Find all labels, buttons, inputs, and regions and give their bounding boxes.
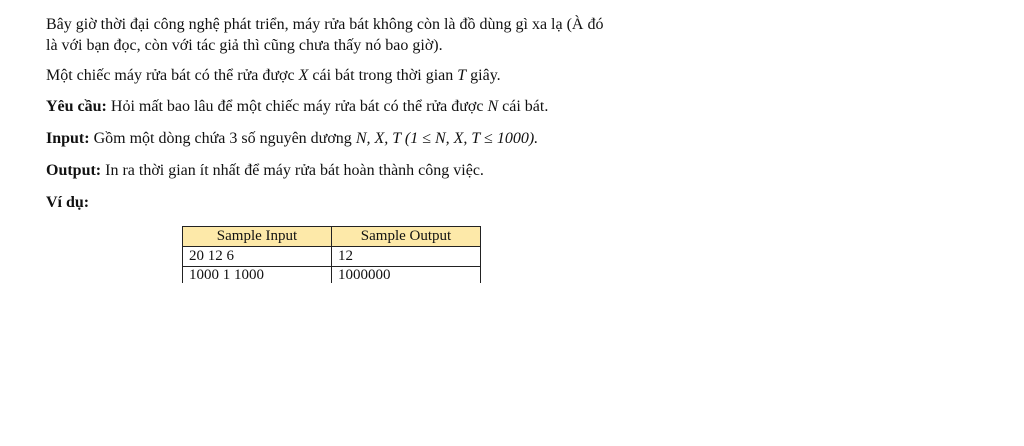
input-constraints: N, X, T (1 ≤ N, X, T ≤ 1000). bbox=[355, 130, 539, 147]
table-cell-input: 1000 1 1000 bbox=[183, 267, 332, 284]
table-row bbox=[183, 267, 481, 284]
var-x: X bbox=[298, 67, 309, 84]
table-cell-input: 20 12 6 bbox=[183, 247, 332, 267]
table-cell-output: 1000000 bbox=[332, 267, 481, 284]
problem-statement bbox=[46, 14, 686, 224]
requirement-text-prefix: Hỏi mất bao lâu để một chiếc máy rửa bát có thể rửa được bbox=[106, 98, 488, 115]
var-t: T bbox=[457, 67, 467, 84]
statement-paragraph bbox=[46, 65, 686, 86]
output-text: In ra thời gian ít nhất để máy rửa bát hoàn thành công việc. bbox=[101, 162, 484, 179]
intro-line-1: Bây giờ thời đại công nghệ phát triển, máy rửa bát không còn là đồ dùng gì xa lạ (À đó bbox=[46, 16, 604, 33]
output-label: Output: bbox=[46, 162, 102, 179]
sample-table-container bbox=[180, 224, 484, 284]
requirement-text-suffix: cái bát. bbox=[498, 98, 549, 115]
requirement-label: Yêu cầu: bbox=[46, 98, 107, 115]
example-label: Ví dụ: bbox=[46, 194, 90, 211]
input-text: Gồm một dòng chứa 3 số nguyên dương bbox=[89, 130, 356, 147]
var-n: N bbox=[487, 98, 499, 115]
intro-paragraph bbox=[46, 14, 686, 56]
statement-suffix: giây. bbox=[466, 67, 501, 84]
input-label: Input: bbox=[46, 130, 90, 147]
statement-prefix: Một chiếc máy rửa bát có thể rửa được bbox=[46, 67, 299, 84]
sample-table bbox=[182, 226, 481, 283]
table-cell-output: 12 bbox=[332, 247, 481, 267]
input-paragraph bbox=[46, 128, 686, 149]
header-sample-input: Sample Input bbox=[183, 227, 332, 247]
header-sample-output: Sample Output bbox=[332, 227, 481, 247]
intro-line-2: là với bạn đọc, còn với tác giả thì cũng chưa thấy nó bao giờ). bbox=[46, 37, 443, 54]
example-paragraph bbox=[46, 192, 686, 213]
statement-middle: cái bát trong thời gian bbox=[308, 67, 458, 84]
requirement-paragraph bbox=[46, 96, 686, 117]
table-row bbox=[183, 247, 481, 267]
output-paragraph bbox=[46, 160, 686, 181]
table-header-row bbox=[183, 227, 481, 247]
